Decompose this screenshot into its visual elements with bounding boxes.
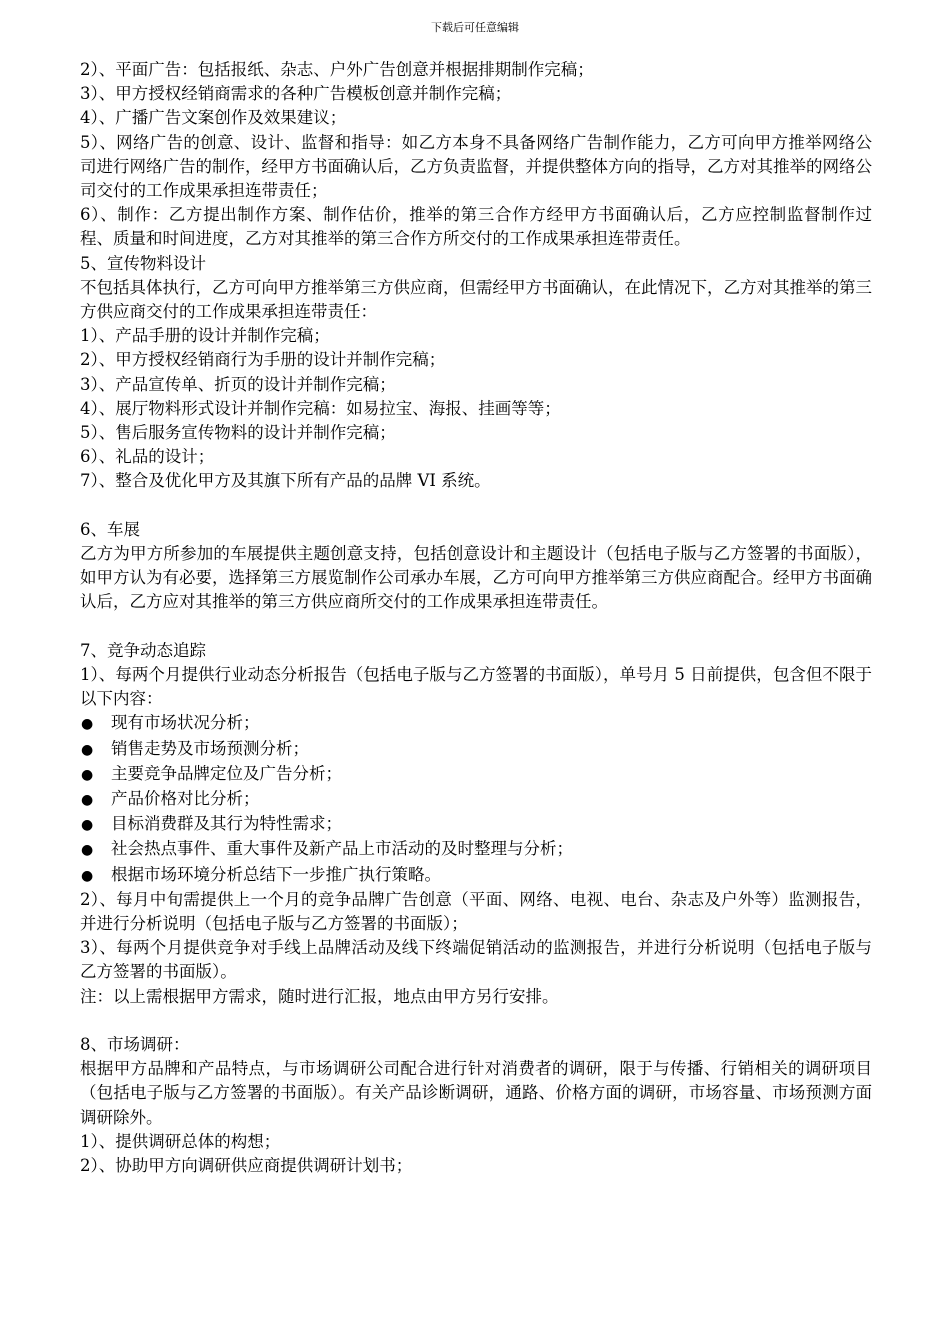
blank-line <box>80 494 872 518</box>
paragraph: 6）、制作：乙方提出制作方案、制作估价，推举的第三合作方经甲方书面确认后，乙方应控制监督制作过程、质量和时间进度，乙方对其推举的第三合作方所交付的工作成果承担连带责任。 <box>80 205 872 249</box>
bullet-item <box>80 787 872 812</box>
paragraph: 乙方为甲方所参加的车展提供主题创意支持，包括创意设计和主题设计（包括电子版与乙方签署的书面版），如甲方认为有必要，选择第三方展览制作公司承办车展，乙方可向甲方推举第三方供应商配合。经甲方书面确认后，乙方应对其推举的第三方供应商所交付的工作成果承担连带责任。 <box>80 544 872 612</box>
paragraph: 2）、甲方授权经销商行为手册的设计并制作完稿； <box>80 350 446 370</box>
paragraph: 1）、提供调研总体的构想； <box>80 1131 281 1151</box>
blank-line <box>80 615 872 639</box>
paragraph: 2）、平面广告：包括报纸、杂志、户外广告创意并根据排期制作完稿； <box>80 60 594 79</box>
paragraph: 1）、每两个月提供行业动态分析报告（包括电子版与乙方签署的书面版），单号月 5 日前提供，包含但不限于以下内容： <box>80 665 872 709</box>
paragraph: 7、竞争动态追踪 <box>80 640 206 660</box>
bullet-item <box>80 863 872 888</box>
bullet-text: 主要竞争品牌定位及广告分析； <box>111 763 342 783</box>
paragraph: 5）、售后服务宣传物料的设计并制作完稿； <box>80 423 396 443</box>
paragraph: 不包括具体执行，乙方可向甲方推举第三方供应商，但需经甲方书面确认，在此情况下，乙方对其推举的第三方供应商交付的工作成果承担连带责任： <box>80 277 872 322</box>
paragraph: 4）、展厅物料形式设计并制作完稿：如易拉宝、海报、挂画等等； <box>80 398 561 418</box>
bullet-text: 社会热点事件、重大事件及新产品上市活动的及时整理与分析； <box>111 839 573 859</box>
bullet-text: 产品价格对比分析； <box>111 789 260 809</box>
bullet-item <box>80 837 872 862</box>
paragraph: 3）、甲方授权经销商需求的各种广告模板创意并制作完稿； <box>80 84 512 104</box>
paragraph: 2）、每月中旬需提供上一个月的竞争品牌广告创意（平面、网络、电视、电台、杂志及户外等）监测报告，并进行分析说明（包括电子版与乙方签署的书面版）； <box>80 889 872 934</box>
bullet-item <box>80 711 872 736</box>
blank-line <box>80 1009 872 1033</box>
bullet-dot-icon: ● <box>81 716 94 733</box>
bullet-item <box>80 737 872 762</box>
paragraph: 注：以上需根据甲方需求，随时进行汇报，地点由甲方另行安排。 <box>80 986 559 1006</box>
bullet-text: 根据市场环境分析总结下一步推广执行策略。 <box>111 864 441 884</box>
bullet-dot-icon: ● <box>81 867 94 884</box>
paragraph: 2）、协助甲方向调研供应商提供调研计划书； <box>80 1156 413 1176</box>
document-body <box>80 58 872 1178</box>
bullet-dot-icon: ● <box>81 817 94 834</box>
bullet-dot-icon: ● <box>81 842 94 859</box>
page-header: 下载后可任意编辑 <box>431 21 519 34</box>
paragraph: 1）、产品手册的设计并制作完稿； <box>80 326 330 346</box>
bullet-dot-icon: ● <box>81 741 94 758</box>
paragraph: 6）、礼品的设计； <box>80 447 215 467</box>
bullet-dot-icon: ● <box>81 792 94 809</box>
paragraph: 5）、网络广告的创意、设计、监督和指导：如乙方本身不具备网络广告制作能力，乙方可向甲方推举网络公司进行网络广告的制作，经甲方书面确认后，乙方负责监督，并提供整体方向的指导，乙方对其推举的网络公司交付的工作成果承担连带责任； <box>80 132 872 201</box>
bullet-text: 销售走势及市场预测分析； <box>111 738 309 758</box>
bullet-text: 现有市场状况分析； <box>111 713 260 733</box>
paragraph: 根据甲方品牌和产品特点，与市场调研公司配合进行针对消费者的调研，限于与传播、行销相关的调研项目（包括电子版与乙方签署的书面版）。有关产品诊断调研，通路、价格方面的调研，市场容量、市场预测方面调研除外。 <box>80 1059 872 1127</box>
bullet-item <box>80 762 872 787</box>
paragraph: 7）、整合及优化甲方及其旗下所有产品的品牌 VI 系统。 <box>80 471 491 491</box>
bullet-item <box>80 812 872 837</box>
paragraph: 3）、每两个月提供竞争对手线上品牌活动及线下终端促销活动的监测报告，并进行分析说明（包括电子版与乙方签署的书面版）。 <box>80 938 872 982</box>
paragraph: 5、宣传物料设计 <box>80 253 206 273</box>
paragraph: 4）、广播广告文案创作及效果建议； <box>80 108 347 128</box>
paragraph: 8、市场调研： <box>80 1035 190 1055</box>
bullet-dot-icon: ● <box>81 766 94 783</box>
paragraph: 6、车展 <box>80 519 140 539</box>
bullet-text: 目标消费群及其行为特性需求； <box>111 814 342 834</box>
paragraph: 3）、产品宣传单、折页的设计并制作完稿； <box>80 374 396 394</box>
